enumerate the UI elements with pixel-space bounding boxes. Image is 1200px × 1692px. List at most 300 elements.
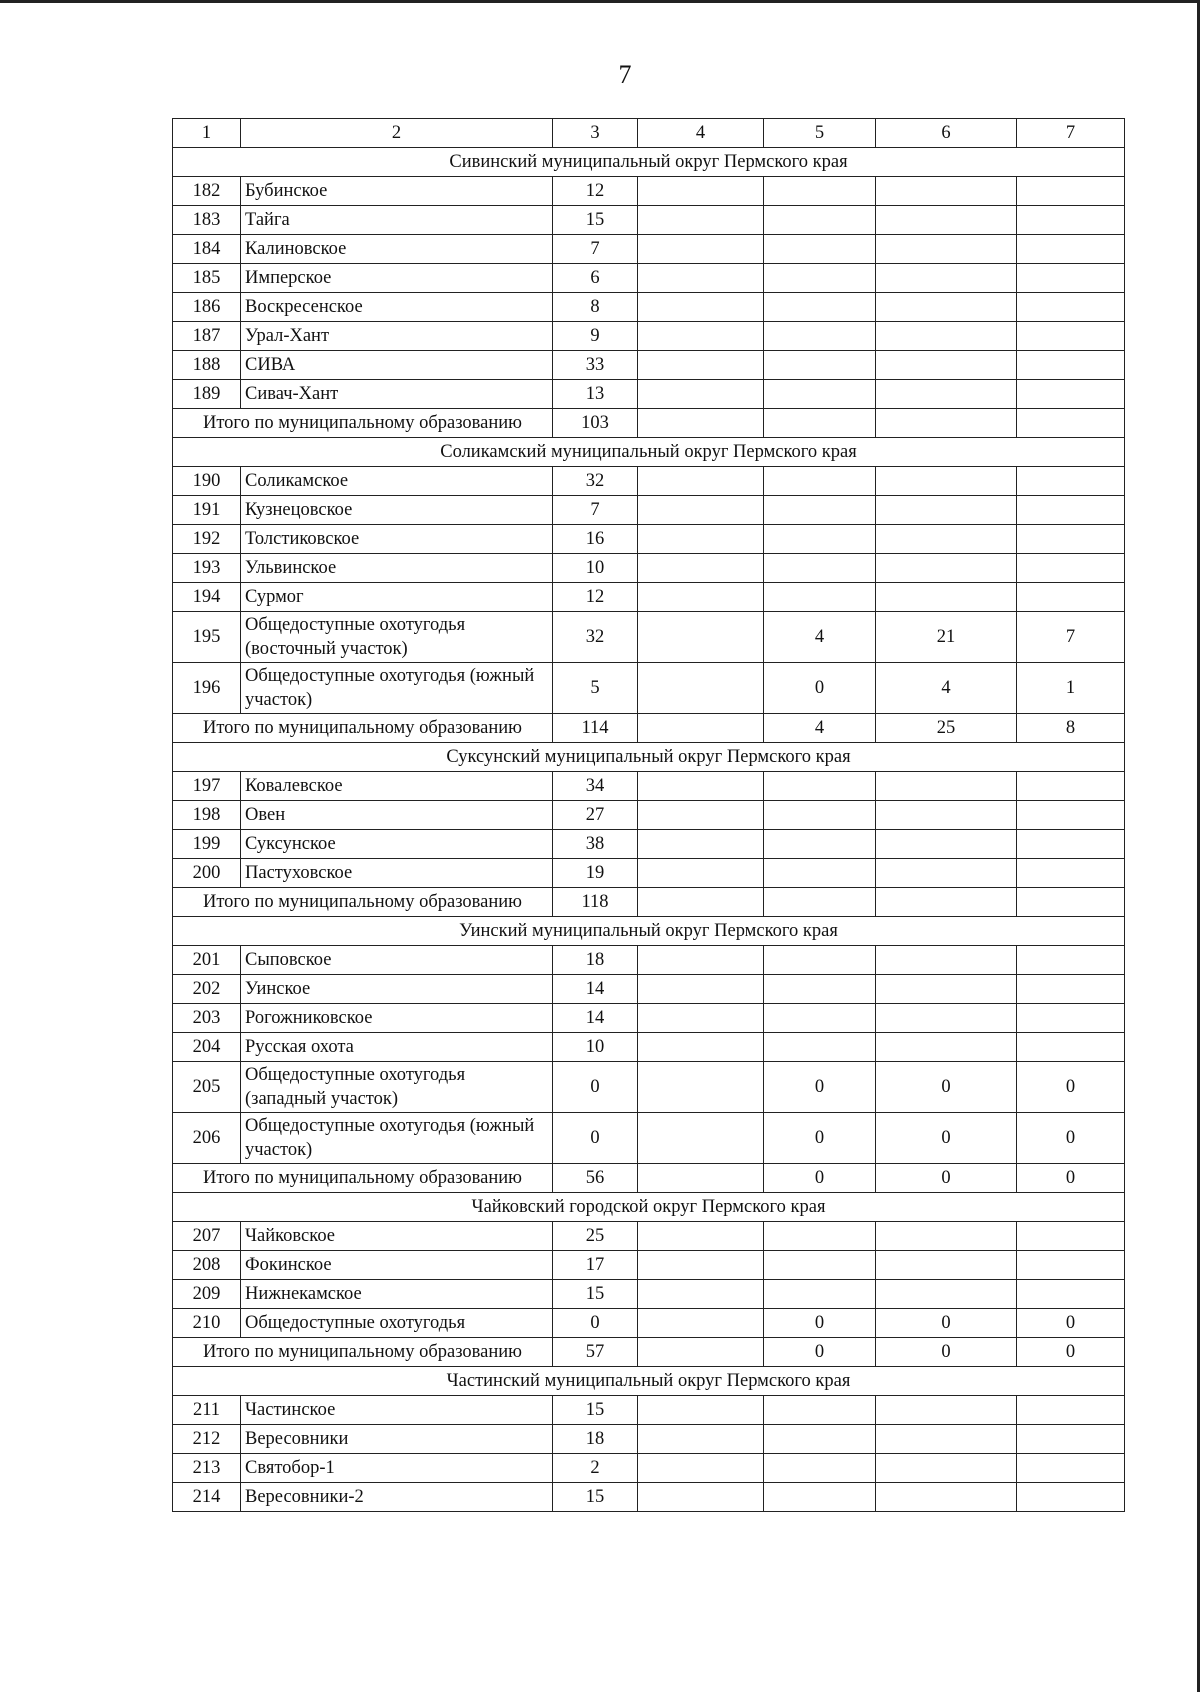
row-number: 214 <box>173 1483 241 1512</box>
cell-col-5: 0 <box>764 1113 876 1164</box>
cell-col-3: 16 <box>553 525 638 554</box>
cell-col-4 <box>638 859 764 888</box>
cell-col-6: 0 <box>876 1113 1017 1164</box>
cell-col-7: 1 <box>1017 663 1125 714</box>
cell-col-4 <box>638 293 764 322</box>
page-edge-top <box>0 0 1200 3</box>
cell-col-5 <box>764 351 876 380</box>
cell-col-6 <box>876 380 1017 409</box>
ground-name: Общедоступные охотугодья (южный участок) <box>241 663 553 714</box>
total-row <box>173 714 1125 743</box>
table-row <box>173 1251 1125 1280</box>
ground-name: Общедоступные охотугодья (восточный участок) <box>241 612 553 663</box>
row-number: 200 <box>173 859 241 888</box>
cell-col-5 <box>764 1454 876 1483</box>
cell-col-4 <box>638 888 764 917</box>
ground-name: Вересовники-2 <box>241 1483 553 1512</box>
cell-col-6 <box>876 293 1017 322</box>
row-number: 186 <box>173 293 241 322</box>
table-row <box>173 554 1125 583</box>
section-title: Соликамский муниципальный округ Пермского края <box>173 438 1125 467</box>
section-title: Сивинский муниципальный округ Пермского края <box>173 148 1125 177</box>
cell-col-4 <box>638 177 764 206</box>
row-number: 198 <box>173 801 241 830</box>
cell-col-7 <box>1017 1483 1125 1512</box>
row-number: 202 <box>173 975 241 1004</box>
cell-col-7 <box>1017 206 1125 235</box>
cell-col-3: 118 <box>553 888 638 917</box>
cell-col-4 <box>638 409 764 438</box>
cell-col-4 <box>638 235 764 264</box>
cell-col-5 <box>764 801 876 830</box>
cell-col-7 <box>1017 554 1125 583</box>
header-cell-5: 5 <box>764 119 876 148</box>
cell-col-5 <box>764 525 876 554</box>
ground-name: Ковалевское <box>241 772 553 801</box>
cell-col-4 <box>638 663 764 714</box>
cell-col-4 <box>638 1483 764 1512</box>
cell-col-4 <box>638 264 764 293</box>
cell-col-6 <box>876 1396 1017 1425</box>
cell-col-5 <box>764 1033 876 1062</box>
cell-col-7 <box>1017 264 1125 293</box>
ground-name: Суксунское <box>241 830 553 859</box>
ground-name: Бубинское <box>241 177 553 206</box>
cell-col-3: 25 <box>553 1222 638 1251</box>
section-title: Частинский муниципальный округ Пермского края <box>173 1367 1125 1396</box>
table-row <box>173 1280 1125 1309</box>
cell-col-3: 0 <box>553 1113 638 1164</box>
row-number: 183 <box>173 206 241 235</box>
cell-col-4 <box>638 830 764 859</box>
table-row <box>173 351 1125 380</box>
cell-col-5 <box>764 859 876 888</box>
cell-col-4 <box>638 1309 764 1338</box>
cell-col-4 <box>638 1251 764 1280</box>
cell-col-4 <box>638 380 764 409</box>
row-number: 196 <box>173 663 241 714</box>
cell-col-5: 0 <box>764 663 876 714</box>
cell-col-5: 0 <box>764 1338 876 1367</box>
ground-name: Фокинское <box>241 1251 553 1280</box>
cell-col-5 <box>764 206 876 235</box>
cell-col-4 <box>638 206 764 235</box>
ground-name: Кузнецовское <box>241 496 553 525</box>
table-row <box>173 293 1125 322</box>
cell-col-6: 0 <box>876 1164 1017 1193</box>
total-label: Итого по муниципальному образованию <box>173 714 553 743</box>
table-row <box>173 380 1125 409</box>
table-row <box>173 801 1125 830</box>
cell-col-7 <box>1017 1425 1125 1454</box>
ground-name: Толстиковское <box>241 525 553 554</box>
cell-col-6 <box>876 1425 1017 1454</box>
cell-col-7: 7 <box>1017 612 1125 663</box>
table-row <box>173 946 1125 975</box>
total-row <box>173 888 1125 917</box>
cell-col-6 <box>876 1033 1017 1062</box>
cell-col-7: 0 <box>1017 1164 1125 1193</box>
cell-col-3: 18 <box>553 1425 638 1454</box>
cell-col-4 <box>638 612 764 663</box>
cell-col-3: 13 <box>553 380 638 409</box>
cell-col-5 <box>764 946 876 975</box>
row-number: 182 <box>173 177 241 206</box>
cell-col-5 <box>764 322 876 351</box>
ground-name: Уинское <box>241 975 553 1004</box>
cell-col-6 <box>876 888 1017 917</box>
cell-col-5: 4 <box>764 714 876 743</box>
cell-col-4 <box>638 496 764 525</box>
cell-col-5 <box>764 1483 876 1512</box>
cell-col-3: 6 <box>553 264 638 293</box>
ground-name: Вересовники <box>241 1425 553 1454</box>
cell-col-4 <box>638 1164 764 1193</box>
cell-col-3: 32 <box>553 467 638 496</box>
table-row <box>173 467 1125 496</box>
cell-col-5 <box>764 380 876 409</box>
cell-col-6 <box>876 1004 1017 1033</box>
row-number: 210 <box>173 1309 241 1338</box>
cell-col-3: 12 <box>553 583 638 612</box>
cell-col-6: 0 <box>876 1309 1017 1338</box>
cell-col-5: 4 <box>764 612 876 663</box>
ground-name: Общедоступные охотугодья (южный участок) <box>241 1113 553 1164</box>
cell-col-6 <box>876 467 1017 496</box>
cell-col-7 <box>1017 1396 1125 1425</box>
cell-col-7 <box>1017 1280 1125 1309</box>
row-number: 213 <box>173 1454 241 1483</box>
table-row <box>173 322 1125 351</box>
row-number: 189 <box>173 380 241 409</box>
table-row <box>173 1425 1125 1454</box>
section-title: Чайковский городской округ Пермского края <box>173 1193 1125 1222</box>
cell-col-3: 10 <box>553 554 638 583</box>
ground-name: Общедоступные охотугодья (западный участок) <box>241 1062 553 1113</box>
row-number: 187 <box>173 322 241 351</box>
ground-name: Урал-Хант <box>241 322 553 351</box>
cell-col-4 <box>638 1454 764 1483</box>
row-number: 197 <box>173 772 241 801</box>
cell-col-6 <box>876 206 1017 235</box>
cell-col-5 <box>764 772 876 801</box>
table-row <box>173 583 1125 612</box>
cell-col-6 <box>876 496 1017 525</box>
cell-col-3: 0 <box>553 1062 638 1113</box>
cell-col-5: 0 <box>764 1164 876 1193</box>
cell-col-3: 8 <box>553 293 638 322</box>
cell-col-3: 103 <box>553 409 638 438</box>
cell-col-5 <box>764 830 876 859</box>
cell-col-5 <box>764 1251 876 1280</box>
cell-col-5: 0 <box>764 1309 876 1338</box>
ground-name: Частинское <box>241 1396 553 1425</box>
cell-col-3: 12 <box>553 177 638 206</box>
cell-col-7 <box>1017 322 1125 351</box>
cell-col-3: 15 <box>553 1483 638 1512</box>
table-row <box>173 859 1125 888</box>
row-number: 199 <box>173 830 241 859</box>
ground-name: Пастуховское <box>241 859 553 888</box>
table-row <box>173 1396 1125 1425</box>
row-number: 209 <box>173 1280 241 1309</box>
cell-col-7 <box>1017 1454 1125 1483</box>
table-row <box>173 975 1125 1004</box>
cell-col-5 <box>764 1222 876 1251</box>
cell-col-5 <box>764 975 876 1004</box>
total-row <box>173 1338 1125 1367</box>
cell-col-6 <box>876 830 1017 859</box>
cell-col-7 <box>1017 1004 1125 1033</box>
cell-col-5 <box>764 235 876 264</box>
cell-col-7: 0 <box>1017 1338 1125 1367</box>
cell-col-4 <box>638 1222 764 1251</box>
table-body <box>173 119 1125 1512</box>
row-number: 208 <box>173 1251 241 1280</box>
cell-col-5 <box>764 409 876 438</box>
ground-name: Тайга <box>241 206 553 235</box>
cell-col-4 <box>638 1033 764 1062</box>
cell-col-6 <box>876 525 1017 554</box>
table-row <box>173 1004 1125 1033</box>
cell-col-7 <box>1017 380 1125 409</box>
header-cell-6: 6 <box>876 119 1017 148</box>
total-label: Итого по муниципальному образованию <box>173 409 553 438</box>
row-number: 193 <box>173 554 241 583</box>
table-row <box>173 177 1125 206</box>
cell-col-3: 32 <box>553 612 638 663</box>
table-row <box>173 496 1125 525</box>
cell-col-6 <box>876 1222 1017 1251</box>
cell-col-6 <box>876 1454 1017 1483</box>
table-row <box>173 1309 1125 1338</box>
ground-name: Общедоступные охотугодья <box>241 1309 553 1338</box>
ground-name: Чайковское <box>241 1222 553 1251</box>
section-title: Уинский муниципальный округ Пермского края <box>173 917 1125 946</box>
cell-col-6: 0 <box>876 1062 1017 1113</box>
cell-col-7 <box>1017 1033 1125 1062</box>
ground-name: Сурмог <box>241 583 553 612</box>
cell-col-4 <box>638 467 764 496</box>
cell-col-3: 15 <box>553 1280 638 1309</box>
cell-col-3: 19 <box>553 859 638 888</box>
row-number: 212 <box>173 1425 241 1454</box>
table-row <box>173 612 1125 663</box>
cell-col-4 <box>638 525 764 554</box>
cell-col-6 <box>876 859 1017 888</box>
header-cell-1: 1 <box>173 119 241 148</box>
cell-col-4 <box>638 975 764 1004</box>
row-number: 211 <box>173 1396 241 1425</box>
cell-col-5 <box>764 293 876 322</box>
cell-col-3: 114 <box>553 714 638 743</box>
cell-col-5 <box>764 496 876 525</box>
section-row <box>173 1367 1125 1396</box>
header-cell-3: 3 <box>553 119 638 148</box>
cell-col-5 <box>764 1396 876 1425</box>
cell-col-6 <box>876 1280 1017 1309</box>
cell-col-4 <box>638 714 764 743</box>
ground-name: Соликамское <box>241 467 553 496</box>
cell-col-5 <box>764 1425 876 1454</box>
ground-name: Рогожниковское <box>241 1004 553 1033</box>
table-row <box>173 206 1125 235</box>
cell-col-7 <box>1017 975 1125 1004</box>
cell-col-7 <box>1017 1251 1125 1280</box>
cell-col-3: 14 <box>553 1004 638 1033</box>
cell-col-6: 21 <box>876 612 1017 663</box>
cell-col-4 <box>638 554 764 583</box>
cell-col-7 <box>1017 946 1125 975</box>
ground-name: Нижнекамское <box>241 1280 553 1309</box>
cell-col-6 <box>876 946 1017 975</box>
cell-col-7 <box>1017 1222 1125 1251</box>
ground-name: Святобор-1 <box>241 1454 553 1483</box>
row-number: 206 <box>173 1113 241 1164</box>
cell-col-7: 0 <box>1017 1309 1125 1338</box>
row-number: 192 <box>173 525 241 554</box>
cell-col-6 <box>876 1251 1017 1280</box>
cell-col-4 <box>638 801 764 830</box>
row-number: 188 <box>173 351 241 380</box>
cell-col-7 <box>1017 351 1125 380</box>
total-label: Итого по муниципальному образованию <box>173 888 553 917</box>
total-row <box>173 409 1125 438</box>
cell-col-3: 33 <box>553 351 638 380</box>
section-row <box>173 1193 1125 1222</box>
cell-col-6 <box>876 235 1017 264</box>
ground-name: Калиновское <box>241 235 553 264</box>
table-row <box>173 1454 1125 1483</box>
cell-col-5 <box>764 583 876 612</box>
section-row <box>173 917 1125 946</box>
ground-name: Овен <box>241 801 553 830</box>
cell-col-6 <box>876 1483 1017 1512</box>
cell-col-7 <box>1017 235 1125 264</box>
cell-col-3: 15 <box>553 206 638 235</box>
row-number: 184 <box>173 235 241 264</box>
ground-name: Ульвинское <box>241 554 553 583</box>
cell-col-7: 0 <box>1017 1062 1125 1113</box>
cell-col-5 <box>764 888 876 917</box>
header-cell-7: 7 <box>1017 119 1125 148</box>
table-row <box>173 663 1125 714</box>
cell-col-3: 56 <box>553 1164 638 1193</box>
ground-name: Сыповское <box>241 946 553 975</box>
cell-col-4 <box>638 772 764 801</box>
row-number: 205 <box>173 1062 241 1113</box>
cell-col-3: 57 <box>553 1338 638 1367</box>
cell-col-7 <box>1017 177 1125 206</box>
cell-col-7 <box>1017 525 1125 554</box>
cell-col-7 <box>1017 467 1125 496</box>
cell-col-3: 5 <box>553 663 638 714</box>
cell-col-4 <box>638 1004 764 1033</box>
section-row <box>173 438 1125 467</box>
cell-col-3: 7 <box>553 235 638 264</box>
table-row <box>173 772 1125 801</box>
cell-col-6 <box>876 177 1017 206</box>
cell-col-5 <box>764 1004 876 1033</box>
cell-col-3: 34 <box>553 772 638 801</box>
cell-col-4 <box>638 1396 764 1425</box>
cell-col-3: 15 <box>553 1396 638 1425</box>
cell-col-4 <box>638 946 764 975</box>
table-row <box>173 525 1125 554</box>
cell-col-3: 38 <box>553 830 638 859</box>
cell-col-3: 2 <box>553 1454 638 1483</box>
table-row <box>173 1062 1125 1113</box>
section-title: Суксунский муниципальный округ Пермского края <box>173 743 1125 772</box>
cell-col-6: 4 <box>876 663 1017 714</box>
ground-name: Русская охота <box>241 1033 553 1062</box>
table-row <box>173 1483 1125 1512</box>
row-number: 191 <box>173 496 241 525</box>
cell-col-7 <box>1017 583 1125 612</box>
cell-col-5 <box>764 554 876 583</box>
page-number: 7 <box>618 60 632 89</box>
ground-name: Имперское <box>241 264 553 293</box>
cell-col-6 <box>876 583 1017 612</box>
cell-col-6 <box>876 772 1017 801</box>
cell-col-7 <box>1017 859 1125 888</box>
ground-name: Сивач-Хант <box>241 380 553 409</box>
row-number: 204 <box>173 1033 241 1062</box>
cell-col-5 <box>764 177 876 206</box>
cell-col-3: 0 <box>553 1309 638 1338</box>
table-row <box>173 235 1125 264</box>
cell-col-7 <box>1017 293 1125 322</box>
cell-col-6 <box>876 554 1017 583</box>
header-row <box>173 119 1125 148</box>
cell-col-4 <box>638 1062 764 1113</box>
section-row <box>173 148 1125 177</box>
total-row <box>173 1164 1125 1193</box>
cell-col-6 <box>876 801 1017 830</box>
table-row <box>173 1222 1125 1251</box>
cell-col-3: 18 <box>553 946 638 975</box>
cell-col-5 <box>764 264 876 293</box>
cell-col-5 <box>764 1280 876 1309</box>
cell-col-4 <box>638 1425 764 1454</box>
cell-col-6 <box>876 322 1017 351</box>
cell-col-4 <box>638 1338 764 1367</box>
cell-col-4 <box>638 583 764 612</box>
row-number: 185 <box>173 264 241 293</box>
section-row <box>173 743 1125 772</box>
row-number: 190 <box>173 467 241 496</box>
cell-col-4 <box>638 351 764 380</box>
row-number: 201 <box>173 946 241 975</box>
cell-col-7: 8 <box>1017 714 1125 743</box>
cell-col-3: 27 <box>553 801 638 830</box>
cell-col-4 <box>638 1113 764 1164</box>
header-cell-4: 4 <box>638 119 764 148</box>
cell-col-7 <box>1017 772 1125 801</box>
cell-col-7 <box>1017 496 1125 525</box>
cell-col-7 <box>1017 409 1125 438</box>
cell-col-6: 25 <box>876 714 1017 743</box>
cell-col-7 <box>1017 888 1125 917</box>
cell-col-7 <box>1017 801 1125 830</box>
ground-name: СИВА <box>241 351 553 380</box>
ground-name: Воскресенское <box>241 293 553 322</box>
cell-col-3: 9 <box>553 322 638 351</box>
table-row <box>173 1113 1125 1164</box>
total-label: Итого по муниципальному образованию <box>173 1164 553 1193</box>
row-number: 207 <box>173 1222 241 1251</box>
row-number: 195 <box>173 612 241 663</box>
